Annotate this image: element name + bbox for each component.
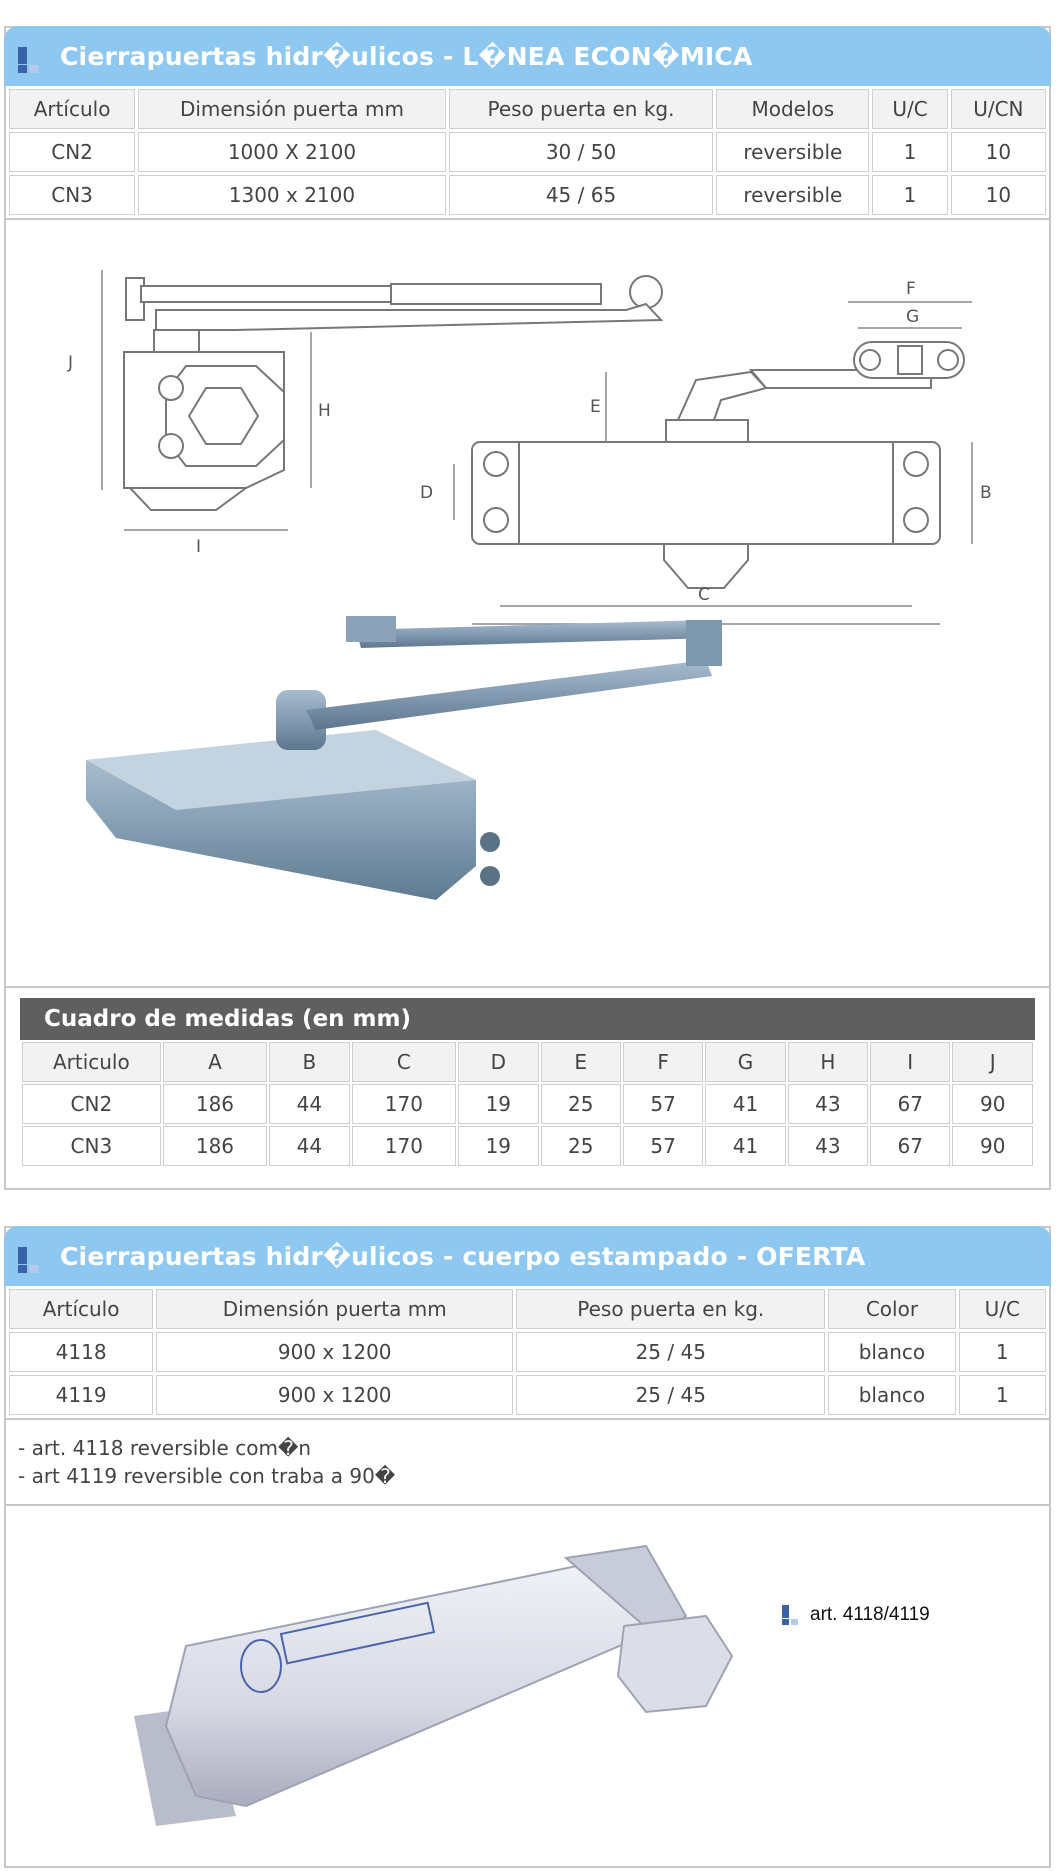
dim-label-d: D [420, 483, 434, 503]
table-row [22, 1126, 1033, 1166]
table-cell: 1 [872, 175, 947, 215]
table-cell: 10 [951, 175, 1046, 215]
table-row [9, 132, 1046, 172]
table-cell: 900 x 1200 [156, 1375, 513, 1415]
column-header: J [952, 1042, 1033, 1082]
product-label [782, 1604, 930, 1626]
table-cell: 30 / 50 [449, 132, 714, 172]
table-cell: 170 [352, 1084, 457, 1124]
column-header: Modelos [716, 89, 869, 129]
dim-label-e: E [590, 397, 601, 417]
dim-label-h: H [318, 401, 331, 421]
dim-label-c: C [698, 585, 710, 605]
dim-label-j: J [68, 353, 74, 373]
column-header: A [163, 1042, 268, 1082]
column-header: Peso puerta en kg. [449, 89, 714, 129]
table-cell: CN2 [22, 1084, 161, 1124]
column-header: Peso puerta en kg. [516, 1289, 825, 1329]
product-table [6, 1286, 1049, 1418]
table-cell: 19 [458, 1084, 538, 1124]
table-row [9, 175, 1046, 215]
table-cell: 25 / 45 [516, 1332, 825, 1372]
table-cell: CN2 [9, 132, 135, 172]
panel-header [4, 26, 1051, 86]
table-cell: 57 [623, 1084, 703, 1124]
column-header: H [788, 1042, 868, 1082]
panel-title: Cierrapuertas hidr�ulicos - L�NEA ECON�MICA [60, 41, 753, 71]
medidas-table [20, 1040, 1035, 1168]
door-closer-photo [86, 616, 722, 900]
panel-header [4, 1226, 1051, 1286]
table-cell: 43 [788, 1126, 868, 1166]
table-cell: 1 [959, 1375, 1046, 1415]
technical-figure [6, 218, 1049, 988]
door-closer-diagram [6, 220, 1049, 986]
table-cell: 25 / 45 [516, 1375, 825, 1415]
bullet-icon [782, 1605, 804, 1625]
table-cell: reversible [716, 132, 869, 172]
table-cell: 170 [352, 1126, 457, 1166]
table-cell: 1 [872, 132, 947, 172]
table-cell: 900 x 1200 [156, 1332, 513, 1372]
product-panel-oferta [4, 1226, 1051, 1868]
column-header: G [705, 1042, 785, 1082]
table-row [22, 1084, 1033, 1124]
table-cell: 67 [870, 1084, 950, 1124]
column-header: Articulo [22, 1042, 161, 1082]
table-cell: 25 [541, 1084, 621, 1124]
table-cell: 10 [951, 132, 1046, 172]
column-header: Color [828, 1289, 955, 1329]
table-cell: 41 [705, 1084, 785, 1124]
column-header: B [269, 1042, 349, 1082]
product-notes [6, 1418, 1049, 1504]
dim-label-g: G [906, 307, 920, 327]
table-cell: blanco [828, 1375, 955, 1415]
note-line: - art. 4118 reversible com�n [18, 1436, 312, 1460]
table-cell: 19 [458, 1126, 538, 1166]
table-cell: 4119 [9, 1375, 153, 1415]
column-header: Artículo [9, 1289, 153, 1329]
table-cell: 90 [952, 1126, 1033, 1166]
table-cell: 43 [788, 1084, 868, 1124]
panel-title: Cierrapuertas hidr�ulicos - cuerpo estampado - OFERTA [60, 1241, 866, 1271]
product-photo-area [6, 1504, 1049, 1871]
table-header-row [9, 1289, 1046, 1329]
table-cell: 90 [952, 1084, 1033, 1124]
table-cell: 57 [623, 1126, 703, 1166]
table-cell: reversible [716, 175, 869, 215]
dim-label-f: F [906, 279, 916, 299]
column-header: Dimensión puerta mm [156, 1289, 513, 1329]
product-label-text: art. 4118/4119 [810, 1604, 930, 1625]
medidas-title: Cuadro de medidas (en mm) [20, 998, 1035, 1040]
table-header-row [9, 89, 1046, 129]
column-header: I [870, 1042, 950, 1082]
column-header: Artículo [9, 89, 135, 129]
table-cell: 25 [541, 1126, 621, 1166]
table-row [9, 1332, 1046, 1372]
table-cell: blanco [828, 1332, 955, 1372]
medidas-box [20, 998, 1035, 1168]
column-header: C [352, 1042, 457, 1082]
table-cell: 44 [269, 1084, 349, 1124]
table-cell: 1000 X 2100 [138, 132, 446, 172]
column-header: Dimensión puerta mm [138, 89, 446, 129]
table-cell: CN3 [22, 1126, 161, 1166]
table-cell: 186 [163, 1126, 268, 1166]
table-row [9, 1375, 1046, 1415]
note-line: - art 4119 reversible con traba a 90� [18, 1464, 396, 1488]
table-cell: CN3 [9, 175, 135, 215]
table-cell: 41 [705, 1126, 785, 1166]
column-header: U/CN [951, 89, 1046, 129]
dim-label-b: B [980, 483, 992, 503]
table-cell: 67 [870, 1126, 950, 1166]
front-view-drawing [472, 342, 964, 588]
table-cell: 1 [959, 1332, 1046, 1372]
door-closer-photo [6, 1506, 1049, 1871]
header-bullet-icon [18, 1247, 44, 1273]
table-cell: 186 [163, 1084, 268, 1124]
table-cell: 4118 [9, 1332, 153, 1372]
column-header: E [541, 1042, 621, 1082]
column-header: U/C [872, 89, 947, 129]
column-header: U/C [959, 1289, 1046, 1329]
table-cell: 45 / 65 [449, 175, 714, 215]
table-cell: 44 [269, 1126, 349, 1166]
column-header: F [623, 1042, 703, 1082]
dim-label-i: I [196, 537, 202, 557]
product-panel-economica [4, 26, 1051, 1190]
table-header-row [22, 1042, 1033, 1082]
header-bullet-icon [18, 47, 44, 73]
column-header: D [458, 1042, 538, 1082]
table-cell: 1300 x 2100 [138, 175, 446, 215]
product-table [6, 86, 1049, 218]
